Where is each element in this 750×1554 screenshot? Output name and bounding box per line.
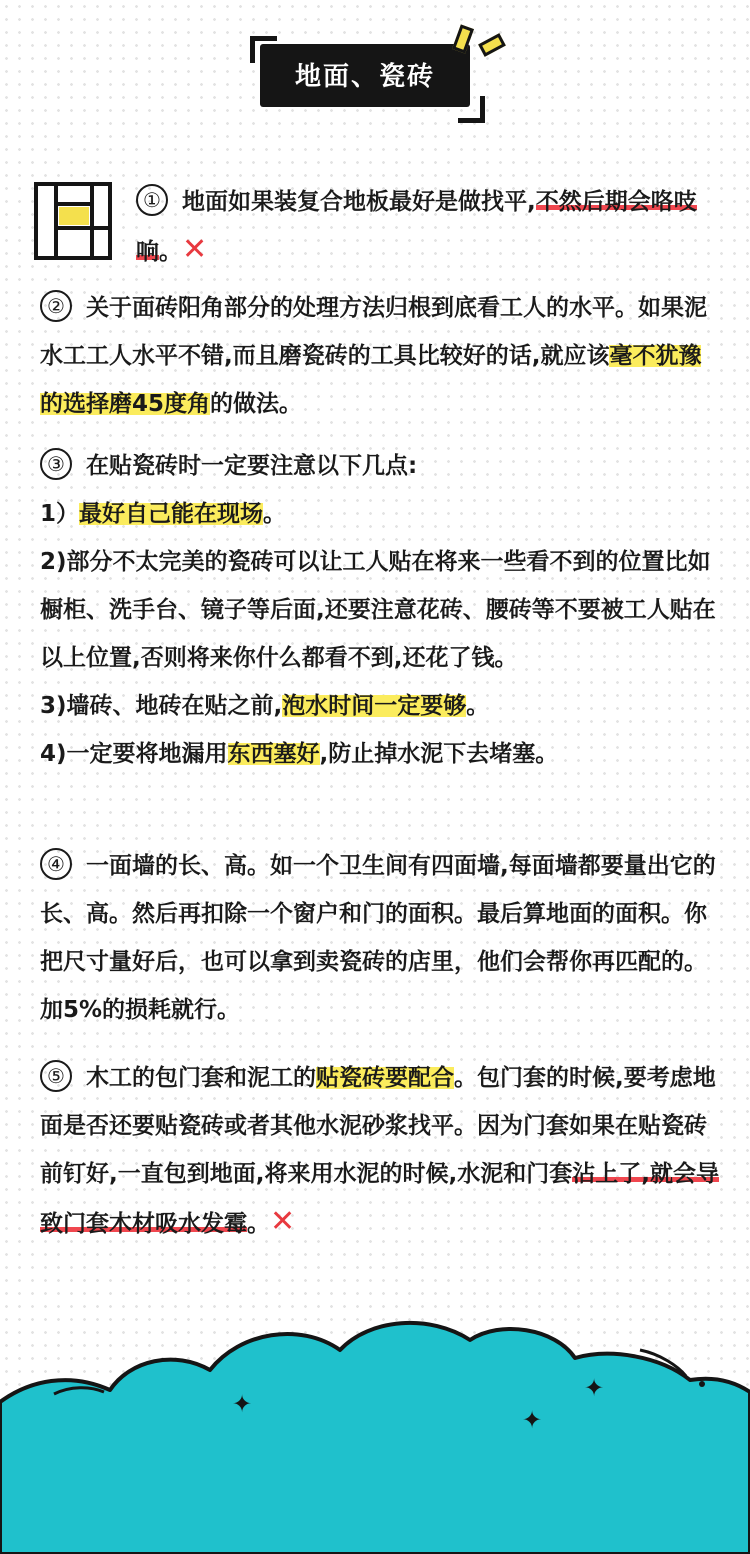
- number-badge: ③: [40, 448, 72, 480]
- list-item-prefix: 1）: [40, 501, 80, 527]
- tile-grid-icon: [34, 182, 112, 260]
- highlight-text: 最好自己能在现场: [79, 501, 264, 527]
- section-5-text: 木工的包门套和泥工的: [86, 1065, 316, 1091]
- section-5: [40, 1054, 720, 1248]
- section-3: [40, 442, 720, 778]
- number-badge: ④: [40, 848, 72, 880]
- list-item-end: 。: [466, 693, 490, 719]
- section-1-text: 地面如果装复合地板最好是做找平,: [182, 189, 536, 215]
- highlight-text: 泡水时间一定要够: [282, 693, 467, 719]
- section-1-end: 。: [159, 239, 182, 265]
- sparkle-icon: ✦: [584, 1374, 605, 1402]
- highlight-text: 东西塞好: [227, 741, 320, 767]
- strikethrough-text: 不然后期会咯吱响: [136, 189, 697, 265]
- section-1: [136, 178, 716, 276]
- title-badge: [248, 22, 508, 122]
- number-badge: ②: [40, 290, 72, 322]
- list-item-end: 。: [263, 501, 287, 527]
- highlight-text: 贴瓷砖要配合: [316, 1065, 454, 1091]
- cross-mark-icon: ✕: [270, 1204, 296, 1239]
- sparkle-icon: ✦: [522, 1406, 543, 1434]
- section-2-text: 关于面砖阳角部分的处理方法归根到底看工人的水平。如果泥水工工人水平不错,而且磨瓷砖的工具比较好的话,就应该: [40, 295, 707, 369]
- section-4-text: 一面墙的长、高。如一个卫生间有四面墙,每面墙都要量出它的长、高。然后再扣除一个窗户和门的面积。最后算地面的面积。你把尺寸量好后，也可以拿到卖瓷砖的店里，他们会帮你再匹配的。加5%的损耗就行。: [40, 853, 716, 1023]
- title-corner-decoration: [458, 96, 485, 123]
- sparkle-icon: ✦: [232, 1390, 253, 1418]
- list-item-2: 2)部分不太完美的瓷砖可以让工人贴在将来一些看不到的位置比如橱柜、洗手台、镜子等后面,还要注意花砖、腰砖等不要被工人贴在以上位置,否则将来你什么都看不到,还花了钱。: [40, 549, 716, 671]
- section-3-heading: 在贴瓷砖时一定要注意以下几点:: [86, 453, 418, 479]
- section-2: [40, 284, 720, 428]
- list-item-prefix: 4)一定要将地漏用: [40, 741, 228, 767]
- number-badge: ①: [136, 184, 168, 216]
- cloud-footer: [0, 1310, 750, 1554]
- number-badge: ⑤: [40, 1060, 72, 1092]
- cross-mark-icon: ✕: [182, 232, 208, 267]
- section-5-end: 。: [247, 1211, 270, 1237]
- list-item-end: ,防止掉水泥下去堵塞。: [319, 741, 559, 767]
- page-title: 地面、瓷砖: [260, 44, 470, 104]
- list-item-prefix: 3)墙砖、地砖在贴之前,: [40, 693, 283, 719]
- spark-decoration: [452, 24, 474, 53]
- section-2-end: 的做法。: [210, 391, 303, 417]
- section-5-mid: 。包门套的时候,要考虑地面是否还要贴瓷砖或者其他水泥砂浆找平。因为门套如果在贴瓷砖前钉好,一直包到地面,将来用水泥的时候,水泥和门套: [40, 1065, 716, 1187]
- strikethrough-text: 沾上了,就会导致门套木材吸水发霉: [40, 1161, 719, 1237]
- spark-decoration: [478, 33, 506, 57]
- section-4: [40, 842, 720, 1034]
- highlight-text: 毫不犹豫的选择磨45度角: [40, 343, 702, 417]
